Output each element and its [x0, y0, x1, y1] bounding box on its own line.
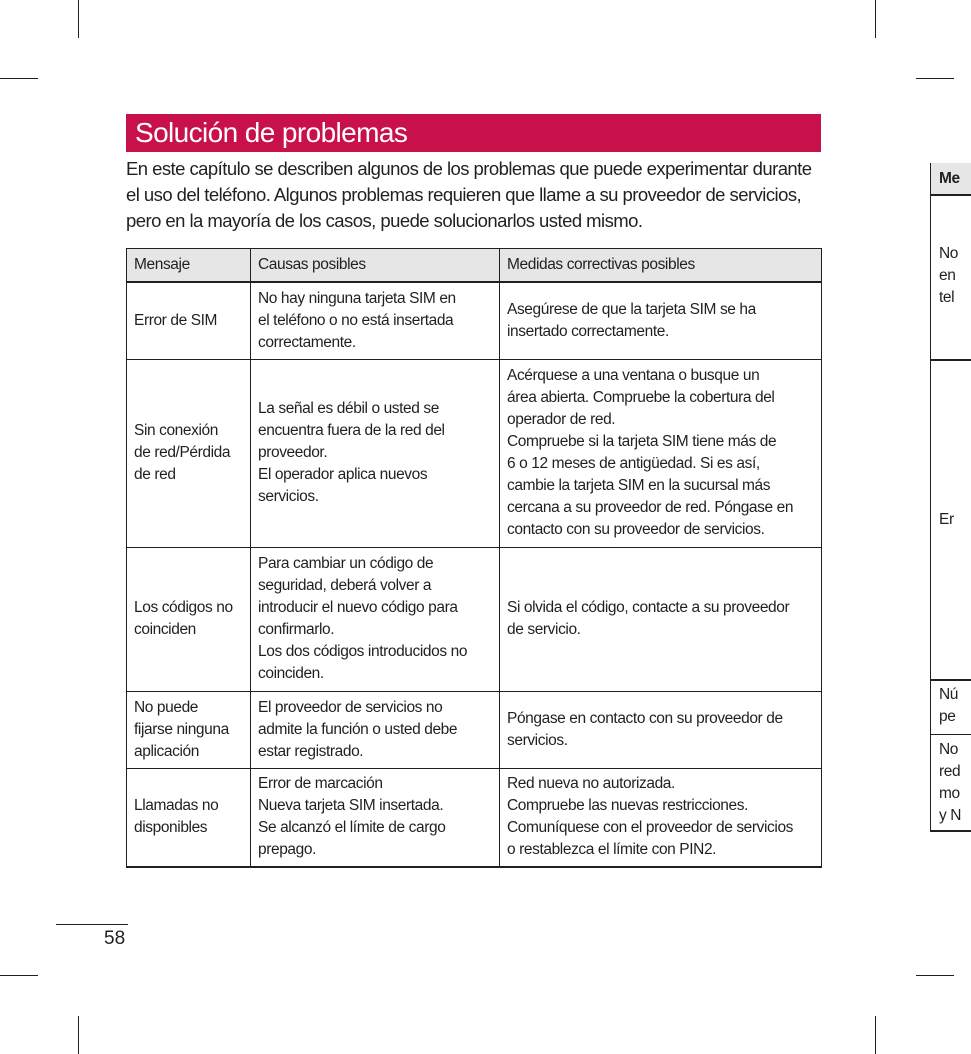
- crop-mark: [875, 1016, 876, 1054]
- causes-cell: Para cambiar un código de seguridad, deberá volver a introducir el nuevo código para confirmarlo. Los dos códigos introducidos no coinciden.: [251, 547, 500, 691]
- crop-mark: [0, 78, 38, 79]
- table-row: [127, 691, 822, 768]
- crop-mark: [78, 1016, 79, 1054]
- adjacent-cell: No en tel: [939, 245, 959, 306]
- remedies-cell: Acérquese a una ventana o busque un área abierta. Compruebe la cobertura del operador de red. Compruebe si la tarjeta SIM tiene más de 6 o 12 meses de antigüedad. Si es así, cambie la tarjeta SIM en la sucursal más cercana a su proveedor de red. Póngase en contacto con su proveedor de servicios.: [500, 359, 822, 547]
- page-number-rule: [56, 924, 128, 925]
- table-row: [127, 768, 822, 867]
- table-row: [127, 359, 822, 547]
- crop-mark: [0, 975, 38, 976]
- row-divider: [931, 679, 971, 681]
- message-cell: No puede fijarse ninguna aplicación: [127, 691, 251, 768]
- intro-paragraph: En este capítulo se describen algunos de los problemas que puede experimentar durante el uso del teléfono. Algunos problemas requieren que llame a su proveedor de servicios, pero en la mayoría de los casos, puede solucionarlos usted mismo.: [126, 158, 812, 231]
- row-divider: [931, 359, 971, 361]
- adjacent-cell: Nú pe: [939, 686, 959, 725]
- remedies-cell: Asegúrese de que la tarjeta SIM se ha insertado correctamente.: [500, 282, 822, 359]
- causes-cell: No hay ninguna tarjeta SIM en el teléfono o no está insertada correctamente.: [251, 282, 500, 359]
- remedies-cell: Si olvida el código, contacte a su proveedor de servicio.: [500, 547, 822, 691]
- row-divider: [931, 195, 971, 196]
- adjacent-cell: Er: [939, 511, 954, 528]
- table-header-row: [127, 249, 822, 283]
- message-cell: Llamadas no disponibles: [127, 768, 251, 867]
- causes-cell: El proveedor de servicios no admite la función o usted debe estar registrado.: [251, 691, 500, 768]
- section-title-bar: [126, 114, 821, 152]
- adjacent-cell: No red mo y N: [939, 741, 962, 824]
- column-header-message: Mensaje: [127, 249, 251, 283]
- column-header-remedies: Medidas correctivas posibles: [500, 249, 822, 283]
- crop-mark: [916, 78, 954, 79]
- table-row: [127, 547, 822, 691]
- row-divider: [931, 734, 971, 735]
- table-row: [127, 282, 822, 359]
- adjacent-page-table: [930, 163, 971, 832]
- remedies-cell: Red nueva no autorizada. Compruebe las nuevas restricciones. Comuníquese con el proveedor de servicios o restablezca el límite con PIN2.: [500, 768, 822, 867]
- message-cell: Error de SIM: [127, 282, 251, 359]
- message-cell: Los códigos no coinciden: [127, 547, 251, 691]
- column-header-causes: Causas posibles: [251, 249, 500, 283]
- crop-mark: [78, 0, 79, 38]
- section-title: Solución de problemas: [135, 117, 408, 148]
- adjacent-header-label: Me: [939, 170, 960, 187]
- crop-mark: [875, 0, 876, 38]
- adjacent-table-header: [931, 163, 971, 196]
- troubleshooting-table: [126, 248, 822, 868]
- crop-mark: [916, 975, 954, 976]
- remedies-cell: Póngase en contacto con su proveedor de servicios.: [500, 691, 822, 768]
- causes-cell: Error de marcación Nueva tarjeta SIM insertada. Se alcanzó el límite de cargo prepago.: [251, 768, 500, 867]
- page-number: 58: [104, 928, 126, 949]
- causes-cell: La señal es débil o usted se encuentra fuera de la red del proveedor. El operador aplica nuevos servicios.: [251, 359, 500, 547]
- message-cell: Sin conexión de red/Pérdida de red: [127, 359, 251, 547]
